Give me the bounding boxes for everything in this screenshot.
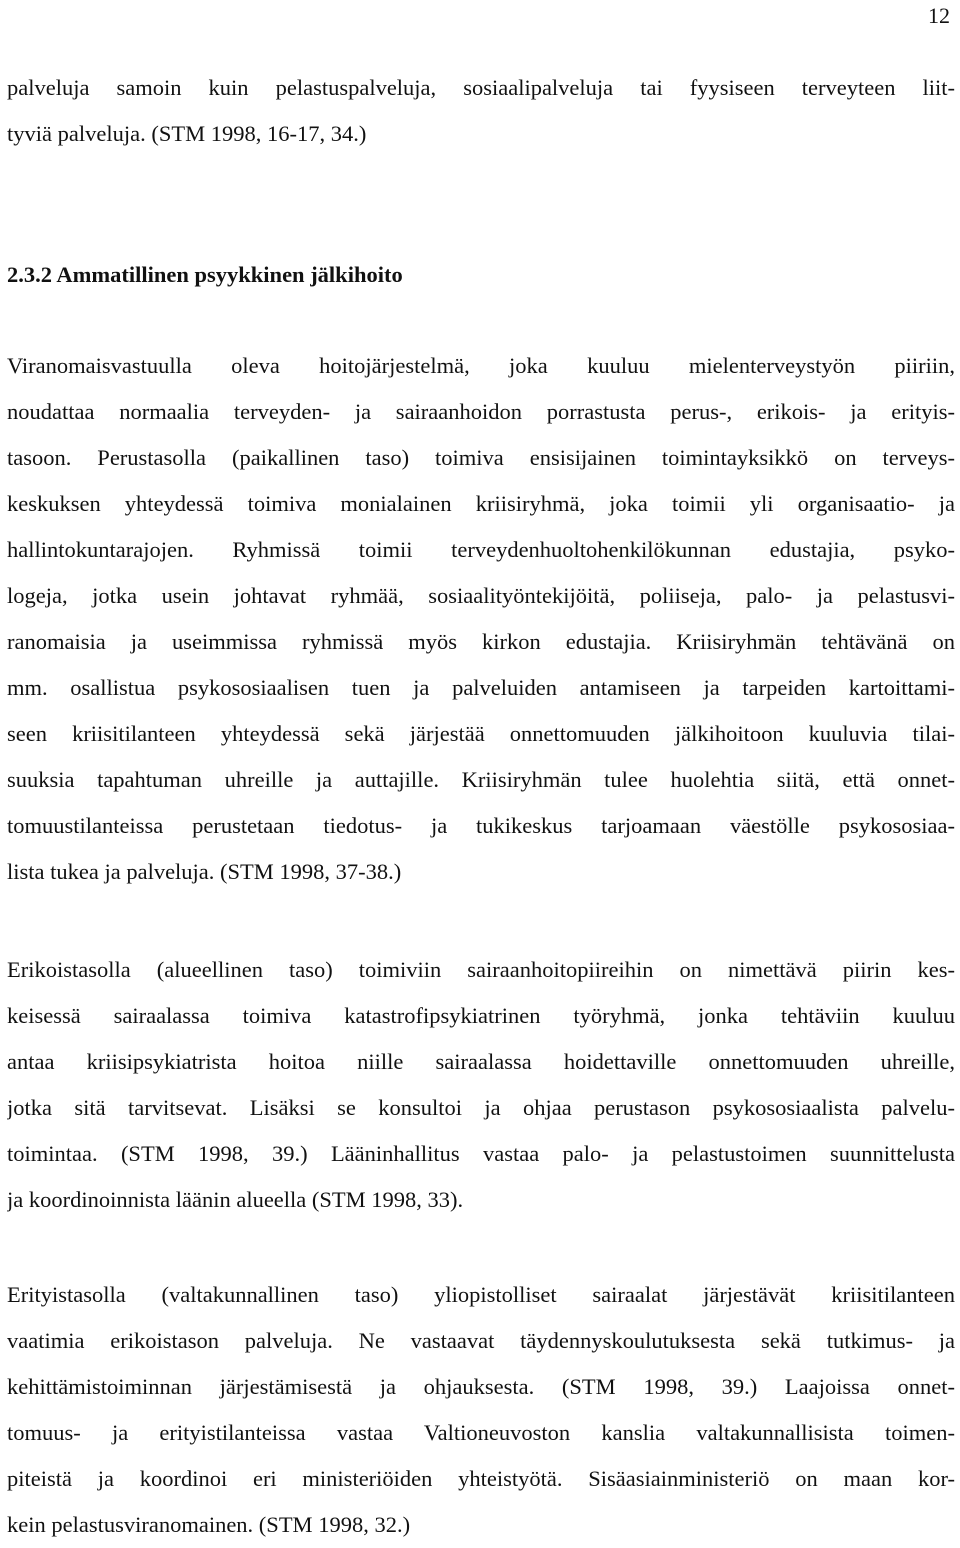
text-line: ja koordinoinnista läänin alueella (STM 1998, 33). (7, 1187, 464, 1212)
text-line: Erikoistasolla (alueellinen taso) toimiviin sairaanhoitopiireihin on nimettävä piirin kes- (7, 957, 955, 982)
paragraph-special-level (7, 947, 955, 1223)
text-line: seen kriisitilanteen yhteydessä sekä järjestää onnettomuuden jälkihoitoon kuuluvia tilai- (7, 721, 955, 746)
text-line: ranomaisia ja useimmissa ryhmissä myös kirkon edustajia. Kriisiryhmän tehtävänä on (7, 629, 955, 654)
text-line: palveluja samoin kuin pelastuspalveluja, sosiaalipalveluja tai fyysiseen terveyteen liit- (7, 75, 955, 100)
text-line: Erityistasolla (valtakunnallinen taso) yliopistolliset sairaalat järjestävät kriisitilanteen (7, 1282, 955, 1307)
text-line: kein pelastusviranomainen. (STM 1998, 32.) (7, 1512, 411, 1537)
intro-paragraph (7, 65, 955, 157)
text-line: noudattaa normaalia terveyden- ja sairaanhoidon porrastusta perus-, erikois- ja erityis- (7, 399, 955, 424)
text-line: keisessä sairaalassa toimiva katastrofipsykiatrinen työryhmä, jonka tehtäviin kuuluu (7, 1003, 955, 1028)
text-line: logeja, jotka usein johtavat ryhmää, sosiaalityöntekijöitä, poliiseja, palo- ja pelastusvi- (7, 583, 955, 608)
paragraph-national-level (7, 1272, 955, 1548)
text-line: vaatimia erikoistason palveluja. Ne vastaavat täydennyskoulutuksesta sekä tutkimus- ja (7, 1328, 955, 1353)
text-line: antaa kriisipsykiatrista hoitoa niille sairaalassa hoidettaville onnettomuuden uhreille, (7, 1049, 955, 1074)
text-line: hallintokuntarajojen. Ryhmissä toimii terveydenhuoltohenkilökunnan edustajia, psyko- (7, 537, 955, 562)
text-line: jotka sitä tarvitsevat. Lisäksi se konsultoi ja ohjaa perustason psykososiaalista palvelu- (7, 1095, 955, 1120)
text-line: suuksia tapahtuman uhreille ja auttajille. Kriisiryhmän tulee huolehtia siitä, että onnet- (7, 767, 955, 792)
paragraph-basic-level (7, 343, 955, 895)
section-heading: 2.3.2 Ammatillinen psyykkinen jälkihoito (7, 262, 403, 287)
text-line: kehittämistoiminnan järjestämisestä ja ohjauksesta. (STM 1998, 39.) Laajoissa onnet- (7, 1374, 955, 1399)
text-line: toimintaa. (STM 1998, 39.) Lääninhallitus vastaa palo- ja pelastustoimen suunnittelusta (7, 1141, 955, 1166)
text-line: tomuustilanteissa perustetaan tiedotus- ja tukikeskus tarjoamaan väestölle psykososiaa- (7, 813, 955, 838)
text-line: lista tukea ja palveluja. (STM 1998, 37-38.) (7, 859, 402, 884)
text-line: tomuus- ja erityistilanteissa vastaa Valtioneuvoston kanslia valtakunnallisista toimen- (7, 1420, 955, 1445)
text-line: tyviä palveluja. (STM 1998, 16-17, 34.) (7, 121, 367, 146)
text-line: mm. osallistua psykososiaalisen tuen ja palveluiden antamiseen ja tarpeiden kartoittami- (7, 675, 955, 700)
text-line: tasoon. Perustasolla (paikallinen taso) toimiva ensisijainen toimintayksikkö on terveys- (7, 445, 955, 470)
text-line: piteistä ja koordinoi eri ministeriöiden yhteistyötä. Sisäasiainministeriö on maan kor- (7, 1466, 955, 1491)
text-line: Viranomaisvastuulla oleva hoitojärjestelmä, joka kuuluu mielenterveystyön piiriin, (7, 353, 955, 378)
text-line: keskuksen yhteydessä toimiva monialainen kriisiryhmä, joka toimii yli organisaatio- ja (7, 491, 955, 516)
page-number: 12 (928, 3, 950, 28)
